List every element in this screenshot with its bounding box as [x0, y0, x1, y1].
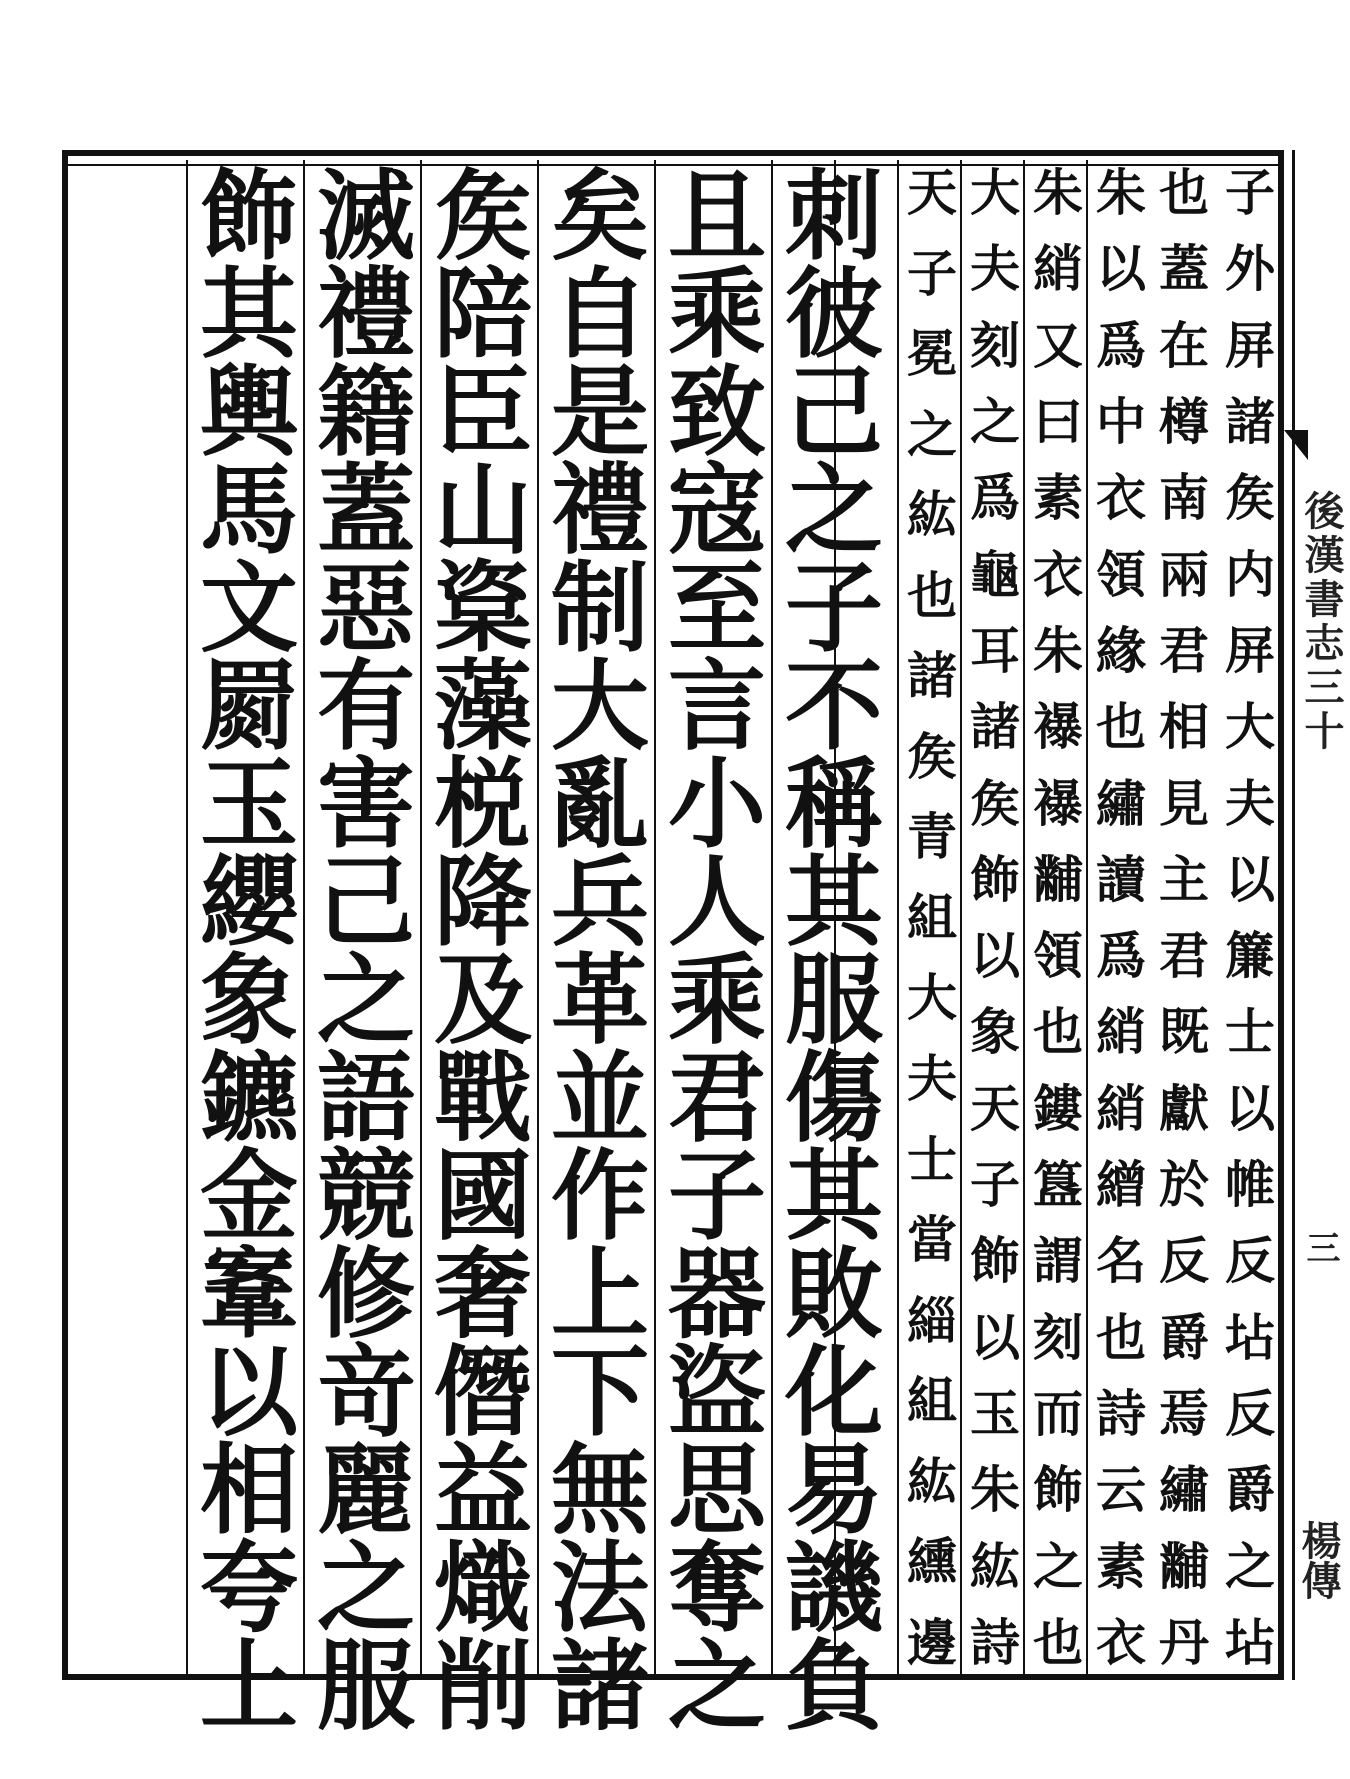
text-column-7 — [778, 159, 890, 1744]
character: 之 — [1033, 1536, 1083, 1596]
character: 國 — [433, 1139, 532, 1254]
character: 子 — [784, 551, 883, 666]
character: 君 — [1159, 620, 1209, 680]
character: 文 — [199, 551, 298, 666]
character: 無 — [550, 1433, 649, 1548]
margin-page-number: 三 — [1300, 1230, 1340, 1264]
character: 諸 — [907, 646, 957, 706]
character: 綃 — [1096, 1078, 1146, 1138]
character: 紘 — [907, 1451, 957, 1511]
fishtail-mark — [1284, 430, 1308, 460]
character: 謂 — [1033, 1231, 1083, 1291]
character: 中 — [1096, 391, 1146, 451]
character: 有 — [316, 649, 415, 764]
character: 之 — [907, 404, 957, 464]
character: 刺 — [784, 159, 883, 274]
character: 既 — [1159, 1002, 1209, 1062]
character: 麗 — [316, 1433, 415, 1548]
character: 其 — [784, 845, 883, 960]
character: 耳 — [970, 620, 1020, 680]
character: 金 — [199, 1139, 298, 1254]
character: 坫 — [1225, 1307, 1275, 1367]
character: 素 — [1033, 468, 1083, 528]
column-rule — [1086, 160, 1088, 1675]
character: 大 — [907, 968, 957, 1028]
character: 飾 — [970, 849, 1020, 909]
character: 天 — [907, 163, 957, 222]
character: 黼 — [1033, 849, 1083, 909]
character: 臣 — [433, 355, 532, 470]
character: 棁 — [433, 747, 532, 862]
character: 己 — [784, 355, 883, 470]
character: 諸 — [550, 1629, 649, 1744]
text-column-12 — [193, 159, 305, 1744]
character: 爲 — [970, 468, 1020, 528]
character: 人 — [667, 845, 766, 960]
character: 之 — [667, 1629, 766, 1744]
character: 且 — [667, 159, 766, 274]
column-rule — [960, 160, 962, 1675]
character: 襮 — [1033, 697, 1083, 757]
character: 山 — [433, 453, 532, 568]
character: 僭 — [433, 1335, 532, 1450]
character: 楶 — [433, 551, 532, 666]
character: 也 — [1033, 1002, 1083, 1062]
character: 大 — [1225, 697, 1275, 757]
character: 内 — [1225, 544, 1275, 604]
character: 熾 — [433, 1531, 532, 1646]
character: 子 — [970, 1155, 1020, 1215]
character: 屏 — [1225, 315, 1275, 375]
character: 也 — [907, 565, 957, 625]
character: 繡 — [1096, 773, 1146, 833]
character: 南 — [1159, 468, 1209, 528]
character: 夸 — [199, 1531, 298, 1646]
character: 當 — [907, 1210, 957, 1270]
character: 降 — [433, 845, 532, 960]
character: 蓋 — [1159, 239, 1209, 299]
character: 屏 — [1225, 620, 1275, 680]
character: 兩 — [1159, 544, 1209, 604]
text-column-8 — [661, 159, 773, 1744]
character: 君 — [1159, 926, 1209, 986]
character: 矦 — [433, 159, 532, 274]
character: 象 — [199, 943, 298, 1058]
character: 天 — [970, 1078, 1020, 1138]
margin-rule — [1292, 150, 1295, 1680]
character: 朱 — [970, 1460, 1020, 1520]
character: 滅 — [316, 159, 415, 274]
character: 於 — [1159, 1155, 1209, 1215]
character: 益 — [433, 1433, 532, 1548]
character: 乘 — [667, 943, 766, 1058]
character: 敗 — [784, 1237, 883, 1352]
character: 子 — [907, 243, 957, 303]
character: 龜 — [970, 544, 1020, 604]
character: 小 — [667, 747, 766, 862]
column-rule — [897, 160, 899, 1675]
character: 修 — [316, 1237, 415, 1352]
character: 思 — [667, 1433, 766, 1548]
character: 其 — [784, 1139, 883, 1254]
margin-title: 後漢書志三十 — [1298, 490, 1345, 754]
character: 相 — [1159, 697, 1209, 757]
column-rule — [1023, 160, 1025, 1675]
character: 獻 — [1159, 1078, 1209, 1138]
character: 彼 — [784, 257, 883, 372]
character: 盜 — [667, 1335, 766, 1450]
character: 飾 — [1033, 1460, 1083, 1520]
character: 云 — [1096, 1460, 1146, 1520]
character: 以 — [199, 1335, 298, 1450]
character: 領 — [1096, 544, 1146, 604]
character: 矣 — [550, 159, 649, 274]
character: 之 — [1225, 1536, 1275, 1596]
character: 上 — [199, 1629, 298, 1744]
character: 以 — [970, 1307, 1020, 1367]
character: 諸 — [1225, 391, 1275, 451]
character: 制 — [550, 551, 649, 666]
text-column-11 — [310, 159, 422, 1744]
character: 刻 — [1033, 1307, 1083, 1367]
character: 衣 — [1096, 1612, 1146, 1672]
character: 蓋 — [316, 453, 415, 568]
character: 夫 — [907, 1049, 957, 1109]
character: 詩 — [1096, 1384, 1146, 1443]
character: 曰 — [1033, 391, 1083, 451]
character: 並 — [550, 1041, 649, 1156]
character: 紘 — [970, 1536, 1020, 1596]
character: 之 — [970, 391, 1020, 451]
character: 子 — [1225, 163, 1275, 222]
character: 在 — [1159, 315, 1209, 375]
character: 刻 — [970, 315, 1020, 375]
character: 相 — [199, 1433, 298, 1548]
character: 緣 — [1096, 620, 1146, 680]
character: 是 — [550, 355, 649, 470]
character: 陪 — [433, 257, 532, 372]
character: 爵 — [1225, 1460, 1275, 1520]
text-column-9 — [544, 159, 656, 1744]
character: 易 — [784, 1433, 883, 1548]
character: 亂 — [550, 747, 649, 862]
character: 法 — [550, 1531, 649, 1646]
character: 君 — [667, 1041, 766, 1156]
character: 夫 — [1225, 773, 1275, 833]
character: 爲 — [1096, 926, 1146, 986]
character: 稱 — [784, 747, 883, 862]
character: 纓 — [199, 845, 298, 960]
character: 玉 — [970, 1384, 1020, 1443]
character: 綃 — [1033, 239, 1083, 299]
column-rule — [186, 160, 188, 1675]
character: 不 — [784, 649, 883, 764]
character: 矦 — [907, 726, 957, 786]
character: 見 — [1159, 773, 1209, 833]
character: 繒 — [1096, 1155, 1146, 1215]
character: 譏 — [784, 1531, 883, 1646]
character: 矦 — [970, 773, 1020, 833]
character: 以 — [1096, 239, 1146, 299]
character: 也 — [1159, 163, 1209, 222]
character: 也 — [1096, 1307, 1146, 1367]
character: 繡 — [1159, 1460, 1209, 1520]
character: 乘 — [667, 257, 766, 372]
character: 革 — [550, 943, 649, 1058]
character: 簋 — [1033, 1155, 1083, 1215]
character: 名 — [1096, 1231, 1146, 1291]
character: 矦 — [1225, 468, 1275, 528]
character: 竒 — [316, 1335, 415, 1450]
character: 領 — [1033, 926, 1083, 986]
character: 其 — [199, 257, 298, 372]
character: 寇 — [667, 453, 766, 568]
character: 器 — [667, 1237, 766, 1352]
character: 而 — [1033, 1384, 1083, 1443]
character: 簾 — [1225, 926, 1275, 986]
character: 士 — [907, 1129, 957, 1189]
character: 鞌 — [199, 1237, 298, 1352]
character: 傷 — [784, 1041, 883, 1156]
character: 主 — [1159, 849, 1209, 909]
character: 朱 — [1033, 163, 1083, 222]
character: 化 — [784, 1335, 883, 1450]
character: 詩 — [970, 1612, 1020, 1672]
character: 黼 — [1159, 1536, 1209, 1596]
character: 衣 — [1033, 544, 1083, 604]
character: 籍 — [316, 355, 415, 470]
character: 及 — [433, 943, 532, 1058]
text-column-6 — [904, 163, 960, 1672]
character: 至 — [667, 551, 766, 666]
character: 讀 — [1096, 849, 1146, 909]
text-column-5 — [967, 163, 1023, 1672]
character: 鑣 — [199, 1041, 298, 1156]
character: 組 — [907, 887, 957, 947]
character: 奢 — [433, 1237, 532, 1352]
character: 負 — [784, 1629, 883, 1744]
text-column-3 — [1093, 163, 1149, 1672]
character: 組 — [907, 1371, 957, 1431]
character: 言 — [667, 649, 766, 764]
character: 象 — [970, 1002, 1020, 1062]
character: 惡 — [316, 551, 415, 666]
character: 害 — [316, 747, 415, 862]
character: 飾 — [199, 159, 298, 274]
character: 青 — [907, 807, 957, 867]
character: 之 — [316, 943, 415, 1058]
character: 輿 — [199, 355, 298, 470]
character: 作 — [550, 1139, 649, 1254]
character: 之 — [784, 453, 883, 568]
character: 之 — [316, 1531, 415, 1646]
character: 以 — [970, 926, 1020, 986]
character: 爲 — [1096, 315, 1146, 375]
character: 襮 — [1033, 773, 1083, 833]
character: 朱 — [1033, 620, 1083, 680]
character: 以 — [1225, 1078, 1275, 1138]
character: 自 — [550, 257, 649, 372]
character: 反 — [1225, 1231, 1275, 1291]
character: 禮 — [550, 453, 649, 568]
character: 素 — [1096, 1536, 1146, 1596]
margin-footer: 楊傳 — [1295, 1520, 1342, 1600]
character: 也 — [1096, 697, 1146, 757]
character: 諸 — [970, 697, 1020, 757]
character: 服 — [316, 1629, 415, 1744]
text-column-4 — [1030, 163, 1086, 1672]
character: 帷 — [1225, 1155, 1275, 1215]
text-column-1 — [1222, 163, 1278, 1672]
character: 冕 — [907, 324, 957, 384]
character: 語 — [316, 1041, 415, 1156]
character: 反 — [1225, 1384, 1275, 1443]
character: 馬 — [199, 453, 298, 568]
character: 玉 — [199, 747, 298, 862]
text-column-2 — [1156, 163, 1212, 1672]
character: 子 — [667, 1139, 766, 1254]
character: 下 — [550, 1335, 649, 1450]
character: 大 — [550, 649, 649, 764]
character: 邊 — [907, 1612, 957, 1672]
character: 爵 — [1159, 1307, 1209, 1367]
character: 罽 — [199, 649, 298, 764]
character: 又 — [1033, 315, 1083, 375]
character: 服 — [784, 943, 883, 1058]
character: 衣 — [1096, 468, 1146, 528]
character: 焉 — [1159, 1384, 1209, 1443]
character: 奪 — [667, 1531, 766, 1646]
character: 藻 — [433, 649, 532, 764]
character: 坫 — [1225, 1612, 1275, 1672]
character: 鏤 — [1033, 1078, 1083, 1138]
character: 樽 — [1159, 391, 1209, 451]
character: 戰 — [433, 1041, 532, 1156]
character: 削 — [433, 1629, 532, 1744]
character: 禮 — [316, 257, 415, 372]
character: 以 — [1225, 849, 1275, 909]
character: 兵 — [550, 845, 649, 960]
character: 纁 — [907, 1532, 957, 1592]
character: 朱 — [1096, 163, 1146, 222]
character: 紘 — [907, 485, 957, 545]
character: 己 — [316, 845, 415, 960]
character: 上 — [550, 1237, 649, 1352]
character: 丹 — [1159, 1612, 1209, 1672]
character: 反 — [1159, 1231, 1209, 1291]
character: 致 — [667, 355, 766, 470]
text-column-10 — [427, 159, 539, 1744]
character: 競 — [316, 1139, 415, 1254]
character: 外 — [1225, 239, 1275, 299]
character: 也 — [1033, 1612, 1083, 1672]
character: 緇 — [907, 1290, 957, 1350]
character: 士 — [1225, 1002, 1275, 1062]
character: 夫 — [970, 239, 1020, 299]
character: 飾 — [970, 1231, 1020, 1291]
character: 綃 — [1096, 1002, 1146, 1062]
character: 大 — [970, 163, 1020, 222]
